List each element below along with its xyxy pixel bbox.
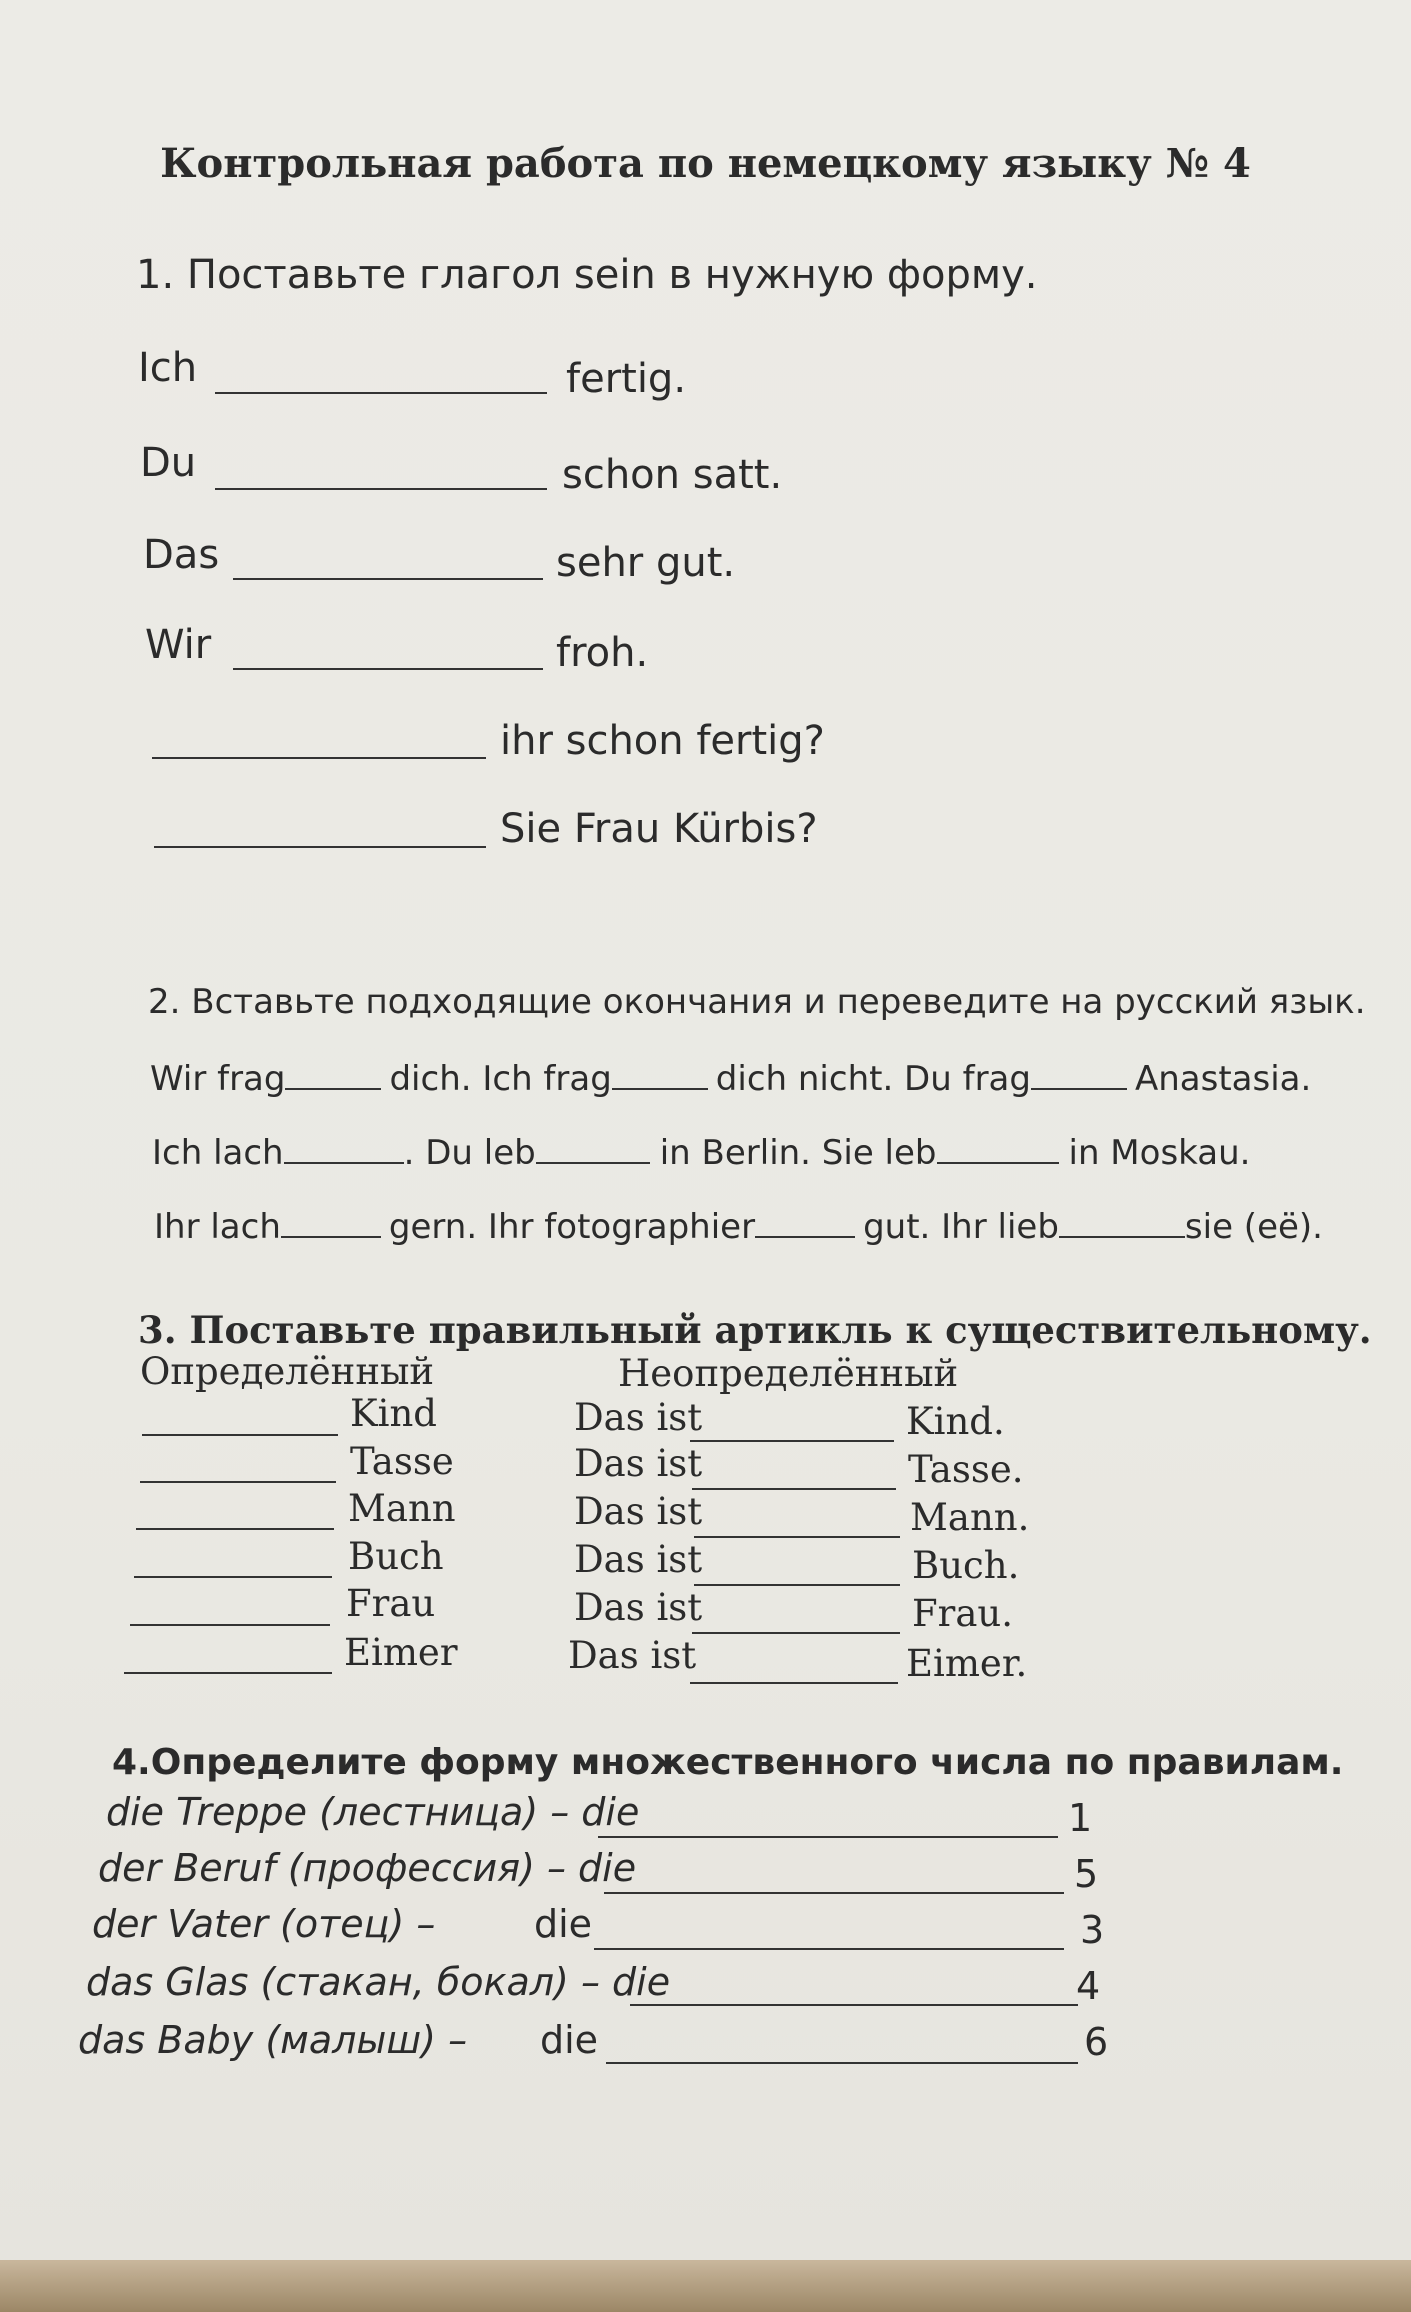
task1-row-1-blank[interactable]: [215, 392, 547, 394]
task1-row-4-rest: froh.: [556, 630, 649, 676]
task2-blank[interactable]: [285, 1054, 381, 1090]
task4-row-3-number: 3: [1080, 1908, 1105, 1952]
task1-row-2-rest: schon satt.: [562, 452, 783, 498]
task1-row-2-blank[interactable]: [215, 488, 547, 490]
task2-blank[interactable]: [1059, 1202, 1185, 1238]
task1-row-2-subject: Du: [140, 440, 197, 486]
task3-indefinite-blank[interactable]: [692, 1488, 896, 1490]
task4-row-1-number: 1: [1068, 1796, 1093, 1840]
task4-row-4-number: 4: [1076, 1964, 1101, 2008]
task2-blank[interactable]: [284, 1128, 404, 1164]
task2-blank[interactable]: [1031, 1054, 1127, 1090]
task4-row-5-blank[interactable]: [606, 2062, 1078, 2064]
task3-das-ist: Das ist: [574, 1442, 703, 1485]
task3-noun-left: Tasse: [350, 1440, 454, 1483]
task4-row-5-die: die: [540, 2018, 599, 2062]
task2-line-1: Wir frag dich. Ich frag dich nicht. Du frag Anastasia.: [150, 1054, 1311, 1099]
task3-noun-right: Kind.: [906, 1400, 1005, 1443]
task3-noun-left: Frau: [346, 1582, 436, 1625]
task4-row-2-blank[interactable]: [604, 1892, 1064, 1894]
task4-row-3-blank[interactable]: [594, 1948, 1064, 1950]
task1-row-3-blank[interactable]: [233, 578, 543, 580]
task3-noun-left: Buch: [348, 1535, 444, 1578]
task3-indefinite-blank[interactable]: [690, 1440, 894, 1442]
task1-row-1-rest: fertig.: [566, 356, 687, 402]
task2-blank[interactable]: [937, 1128, 1059, 1164]
task1-row-5-blank[interactable]: [152, 757, 486, 759]
task3-das-ist: Das ist: [574, 1586, 703, 1629]
task3-noun-right: Eimer.: [906, 1642, 1028, 1685]
task2-blank[interactable]: [612, 1054, 708, 1090]
task1-row-4-subject: Wir: [145, 622, 212, 668]
page-title: Контрольная работа по немецкому языку № 4: [160, 140, 1251, 187]
task4-row-4-blank[interactable]: [630, 2004, 1078, 2006]
task1-row-4-blank[interactable]: [233, 668, 543, 670]
task3-noun-left: Mann: [348, 1487, 456, 1530]
task1-row-6-rest: Sie Frau Kürbis?: [500, 806, 818, 852]
task2-line-3: Ihr lach gern. Ihr fotographier gut. Ihr lieb sie (её).: [154, 1202, 1323, 1247]
task1-row-3-subject: Das: [143, 532, 220, 578]
table-surface-edge: [0, 2260, 1411, 2312]
task3-das-ist: Das ist: [574, 1396, 703, 1439]
task3-noun-right: Tasse.: [908, 1448, 1024, 1491]
task4-row-1-blank[interactable]: [598, 1836, 1058, 1838]
task1-row-6-blank[interactable]: [154, 846, 486, 848]
task3-col-indefinite: Неопределённый: [618, 1352, 959, 1395]
task3-noun-left: Kind: [350, 1392, 437, 1435]
task3-definite-blank[interactable]: [140, 1481, 336, 1483]
task3-definite-blank[interactable]: [142, 1434, 338, 1436]
task1-heading: 1. Поставьте глагол sein в нужную форму.: [136, 252, 1038, 298]
task4-row-2-number: 5: [1074, 1852, 1099, 1896]
task2-line-2: Ich lach . Du leb in Berlin. Sie leb in Moskau.: [152, 1128, 1250, 1173]
task3-das-ist: Das ist: [574, 1490, 703, 1533]
task3-indefinite-blank[interactable]: [690, 1682, 898, 1684]
task2-blank[interactable]: [755, 1202, 855, 1238]
task3-definite-blank[interactable]: [124, 1672, 332, 1674]
task2-heading: 2. Вставьте подходящие окончания и переведите на русский язык.: [148, 982, 1366, 1022]
task3-definite-blank[interactable]: [136, 1528, 334, 1530]
task4-row-3-die: die: [534, 1902, 593, 1946]
task4-row-5-word: das Baby (малыш) –: [78, 2018, 468, 2062]
task3-noun-right: Frau.: [912, 1592, 1014, 1635]
task3-indefinite-blank[interactable]: [694, 1584, 900, 1586]
task4-row-5-number: 6: [1084, 2020, 1109, 2064]
task1-row-3-rest: sehr gut.: [556, 540, 736, 586]
task3-das-ist: Das ist: [568, 1634, 697, 1677]
task3-indefinite-blank[interactable]: [694, 1536, 900, 1538]
task4-heading: 4.Определите форму множественного числа по правилам.: [112, 1742, 1344, 1783]
task3-indefinite-blank[interactable]: [692, 1632, 900, 1634]
task3-definite-blank[interactable]: [130, 1624, 330, 1626]
task3-heading: 3. Поставьте правильный артикль к существительному.: [138, 1308, 1372, 1352]
task2-blank[interactable]: [536, 1128, 650, 1164]
task3-noun-left: Eimer: [344, 1631, 458, 1674]
task4-row-2-word: der Beruf (профессия) – die: [98, 1846, 637, 1890]
task3-noun-right: Buch.: [912, 1544, 1020, 1587]
task2-blank[interactable]: [281, 1202, 381, 1238]
task1-row-1-subject: Ich: [138, 345, 198, 391]
task3-noun-right: Mann.: [910, 1496, 1030, 1539]
task4-row-3-word: der Vater (отец) –: [92, 1902, 436, 1946]
task4-row-4-word: das Glas (стакан, бокал) – die: [86, 1960, 671, 2004]
task3-col-definite: Определённый: [140, 1350, 435, 1393]
task4-row-1-word: die Treppe (лестница) – die: [106, 1790, 640, 1834]
task3-das-ist: Das ist: [574, 1538, 703, 1581]
task1-row-5-rest: ihr schon fertig?: [500, 718, 825, 764]
task3-definite-blank[interactable]: [134, 1576, 332, 1578]
